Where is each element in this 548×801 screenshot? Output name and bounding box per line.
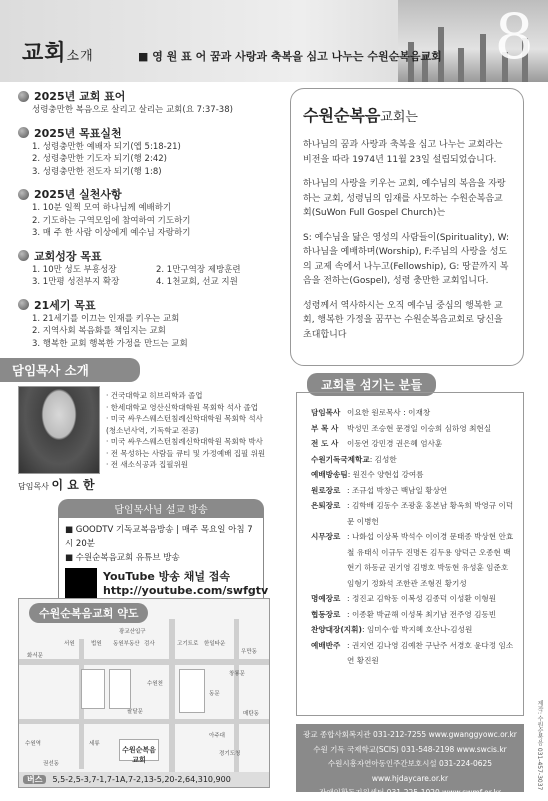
pastor-section xyxy=(18,386,280,493)
staff-bar: 교회를 섬기는 분들 xyxy=(307,373,436,396)
contact-line: 수원시흥자연아동인주간보호시설 031-224-0625 www.hjdaycare.or.kr xyxy=(327,759,493,783)
broadcast-box xyxy=(58,499,269,606)
about-paragraph: S: 예수님을 닮은 영성의 사람들이(Spirituality), W: 하나님을 예배하며(Worship), F:주님의 사랑을 성도의 교제 속에서 나누고(Fellowship), G: 땅끝까지 복음을 전하는(Gospel), 성령 충만한 교회입니다. xyxy=(303,232,510,286)
side-credit: 제작: 수원순복음 031-457-3037 xyxy=(536,700,543,791)
contact-line: 수원 기독 국제학교(SCIS) 031-548-2198 www.swcis.kr xyxy=(313,744,507,754)
page-title: 교회소개 xyxy=(22,41,94,66)
youtube-line: ■ 수원순복음교회 유튜브 방송 xyxy=(65,553,180,563)
bullet-icon xyxy=(18,189,29,200)
map-title: 수원순복음교회 약도 xyxy=(29,603,148,623)
church-marker[interactable]: 수원순복음교회 xyxy=(119,739,159,761)
motto-text: 성령충만한 복음으로 살리고 살리는 교회(요 7:37-38) xyxy=(32,105,233,115)
practice-section: 2025년 실천사항 1. 10분 일찍 모여 하나님께 예배하기 2. 기도하는 구역모임에 참여하여 기도하기 3. 매 주 한 사람 이상에게 예수님 자랑하기 xyxy=(18,186,280,240)
bullet-icon xyxy=(18,127,29,138)
bus-info: 버스 5,5-2,5-3,7-1,7-1A,7-2,13-5,20-2,64,310,900 xyxy=(19,772,269,787)
broadcast-header: 담임목사님 설교 방송 xyxy=(58,499,264,518)
contact-box xyxy=(296,724,524,797)
goals-section: 2025년 목표실천 1. 성령충만한 예배자 되기(엡 5:18-21) 2. 성령충만한 기도자 되기(행 2:42) 3. 성령충만한 전도자 되기(행 1:8) xyxy=(18,125,280,179)
location-map: 수원순복음교회 약도 광교산입구 서원 법원 동원부동산 검사 고기트로 한일타운 우만동 창룡문 동문 화서문 팔달문 세류 수원역 권선동 아주대 경기도청 수원천 매탄동 수원순복음교회 버스 5,5-2,5-3,7-1,7-1A,7-2,13-5,20-2,64,310,900 xyxy=(18,598,270,788)
staff-list: 담임목사 이요한 원로목사 : 이재창 부 목 사 박성민 조승현 문경일 이승희 심하영 최현실 전 도 사 이동연 강민경 권은혜 엄사훈 수원기독국제학교 : 김성한 예배방송팀 : 원진수 양현섭 강여름 원로장로 : 조규섭 박창근 백남일 황상연 은퇴장로 : 김학배 김동수 조광훈 홍본남 황옥희 박영규 이덕문 이병헌 시무장로 : 나화섭 이상복 박석수 이이경 문태종 박상현 안효철 유태식 이규두 진명돈 김두용 양덕근 오종현 백현기 하동균 권기영 김병호 박동현 유성훈 임준호 임형기 정화석 조한관 조형진 황기성 명예장로 : 정진교 김학동 이복성 김종덕 이성환 이형원 협동장로 : 이종환 박균해 이성복 최기남 전주영 김동빈 찬양대장(지휘) : 임미수·합 박지혜 호산나-김성원 예배반주 : 권지연 김나영 김예찬 구난주 서경호 윤다정 임소연 황진원 xyxy=(296,392,524,716)
about-paragraph: 하나님의 꿈과 사랑과 축복을 심고 나누는 교회라는 비전을 따라 1974년 11월 23일 설립되었습니다. xyxy=(303,140,503,165)
page-number: 8 xyxy=(494,0,534,73)
contact-line: 장애인활동지원센터 031-225-1020 www.swmf.or.kr xyxy=(319,788,501,797)
qr-code-icon[interactable] xyxy=(65,568,97,600)
motto-section: 2025년 교회 표어 성령충만한 복음으로 살리고 살리는 교회(요 7:37-38) xyxy=(18,88,280,117)
goodtv-line: ■ GOODTV 기독교복음방송 | 매주 목요일 아침 7시 20분 xyxy=(65,525,253,549)
vision-section: 21세기 목표 1. 21세기를 이끄는 인재를 키우는 교회 2. 지역사회 복음화를 책임지는 교회 3. 행복한 교회 행복한 가정을 만드는 교회 xyxy=(18,297,280,351)
youtube-title: YouTube 방송 채널 접속 xyxy=(103,570,231,583)
pastor-bar: 담임목사 소개 xyxy=(0,358,140,382)
bullet-icon xyxy=(18,299,29,310)
page-subtitle: ■ 영 원 표 어 꿈과 사랑과 축복을 심고 나누는 수원순복음교회 xyxy=(138,50,442,63)
pastor-name: 담임목사 이 요 한 xyxy=(18,478,95,492)
about-box xyxy=(290,88,524,366)
bullet-icon xyxy=(18,250,29,261)
map-block xyxy=(109,669,131,709)
pastor-photo xyxy=(18,386,100,474)
page-header xyxy=(0,0,548,82)
growth-section: 교회성장 목표 1. 10만 성도 부흥성장 2. 1만구역장 제방훈련 3. 1만평 성전부지 확장 4. 1천교회, 선교 지원 xyxy=(18,248,280,289)
bullet-icon xyxy=(18,91,29,102)
map-block xyxy=(81,669,105,709)
left-column xyxy=(12,88,280,606)
map-block xyxy=(179,669,205,713)
about-paragraph: 하나님의 사랑을 키우는 교회, 예수님의 복음을 자랑하는 교회, 성령님의 임재를 사모하는 수원순복음교회(SuWon Full Gospel Church)는 xyxy=(303,179,506,218)
pastor-career: · 건국대학교 히브리학과 졸업 · 한세대학교 영산신학대학원 목회학 석사 졸업 · 미국 싸우스웨스턴침례신학대학원 목회학 석사 (청소년사역, 기독학교 전공) · 미국 싸우스웨스턴침례신학대학원 목회학 박사 · 전 목성하는 사람들 큐티 및 가정예배 집필 위원 · 전 새소식공과 집필위원 xyxy=(106,391,266,469)
about-title: 수원순복음교회는 xyxy=(303,106,418,125)
about-paragraph: 성령께서 역사하시는 오직 예수님 중심의 행복한 교회, 행복한 가정을 꿈꾸는 수원순복음교회로 당신을 초대합니다 xyxy=(303,300,503,340)
contact-line: 광교 종합사회복지관 031-212-7255 www.gwanggyowc.or.kr xyxy=(303,730,517,739)
youtube-link[interactable]: http://youtube.com/swfgtv xyxy=(103,584,269,597)
